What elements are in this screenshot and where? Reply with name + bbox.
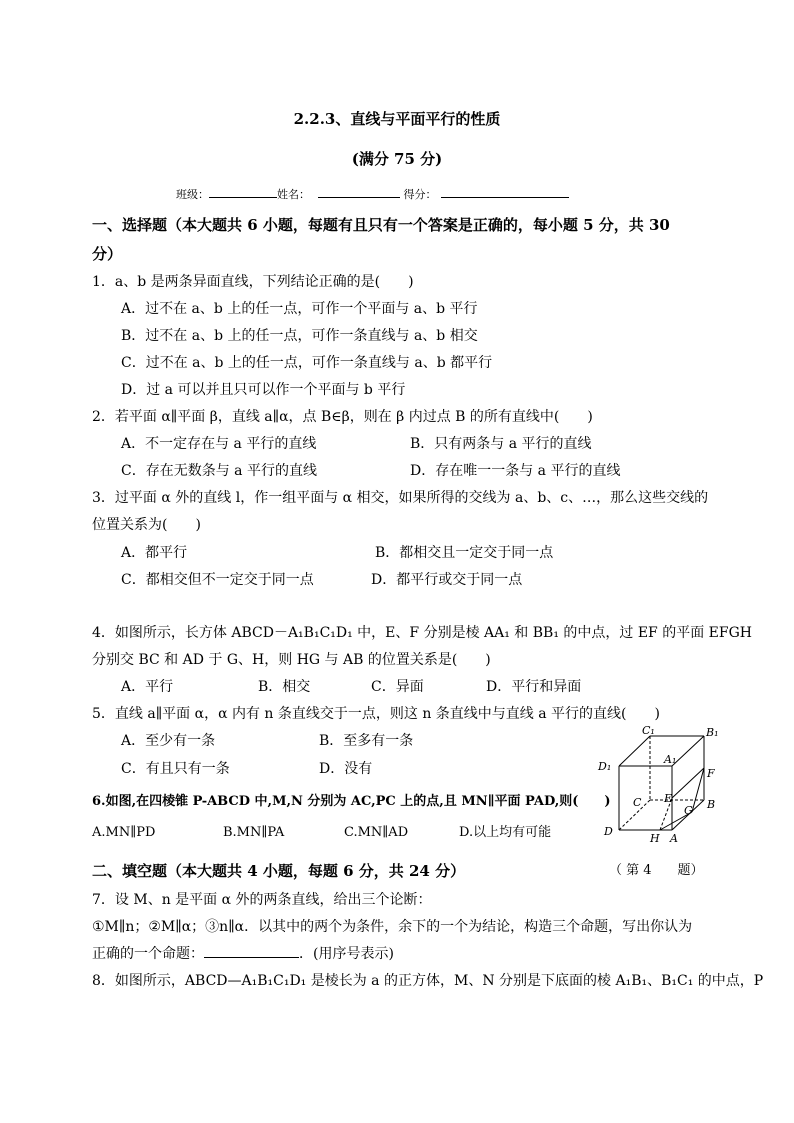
q6-option-b[interactable]: B.MN∥PA: [223, 825, 285, 840]
q1-option-b[interactable]: B．过不在 a、b 上的任一点，可作一条直线与 a、b 相交: [121, 328, 478, 344]
q7-line2: ①M∥n；②M∥α；③n∥α．以其中的两个为条件，余下的一个为结论，构造三个命题，写出你认为: [92, 919, 693, 935]
q1-stem: 1．a、b 是两条异面直线，下列结论正确的是( ): [92, 274, 414, 290]
name-field[interactable]: [318, 187, 400, 198]
q3-stem-line2: 位置关系为( ): [92, 517, 201, 533]
q2-option-d[interactable]: D．存在唯一一条与 a 平行的直线: [410, 463, 621, 479]
section1-heading-line2: 分）: [92, 245, 123, 263]
q7-line3-suffix: ．(用序号表示): [299, 946, 394, 962]
q5-option-d[interactable]: D．没有: [319, 761, 373, 777]
section1-heading-line1: 一、选择题（本大题共 6 小题，每题有且只有一个答案是正确的，每小题 5 分，共 30: [92, 216, 670, 234]
q4-option-b[interactable]: B．相交: [258, 679, 311, 695]
page-subtitle: (满分 75 分): [351, 150, 443, 168]
label-b: B: [707, 798, 716, 811]
q1-option-d[interactable]: D．过 a 可以并且只可以作一个平面与 b 平行: [121, 382, 406, 398]
label-b1: B₁: [706, 726, 719, 739]
label-d: D: [604, 825, 613, 838]
class-field[interactable]: [209, 187, 277, 198]
q6-stem: 6.如图,在四棱锥 P-ABCD 中,M,N 分别为 AC,PC 上的点,且 MN∥平面 PAD,则( ): [92, 794, 611, 809]
label-c: C: [633, 796, 642, 809]
q4-stem-line1: 4．如图所示，长方体 ABCD－A₁B₁C₁D₁ 中，E、F 分别是棱 AA₁ 和 BB₁ 的中点，过 EF 的平面 EFGH: [92, 625, 753, 641]
q8-stem: 8．如图所示，ABCD—A₁B₁C₁D₁ 是棱长为 a 的正方体，M、N 分别是下底面的棱 A₁B₁、B₁C₁ 的中点，P: [92, 973, 764, 989]
q5-option-c[interactable]: C．有且只有一条: [121, 761, 230, 777]
q2-option-c[interactable]: C．存在无数条与 a 平行的直线: [121, 463, 317, 479]
q6-option-c[interactable]: C.MN∥AD: [344, 825, 409, 840]
class-label: 班级：: [176, 188, 209, 201]
label-a1: A₁: [664, 753, 677, 766]
page-title: 2.2.3、直线与平面平行的性质: [293, 110, 501, 128]
q7-line3-prefix: 正确的一个命题：: [92, 946, 204, 962]
edge-d1-c1: [619, 736, 650, 766]
edge-e-f: [672, 768, 704, 798]
label-f: F: [707, 767, 715, 780]
label-a: A: [670, 832, 678, 845]
q2-stem: 2．若平面 α∥平面 β，直线 a∥α，点 B∈β，则在 β 内过点 B 的所有直线中( ): [92, 409, 593, 425]
q5-stem: 5．直线 a∥平面 α，α 内有 n 条直线交于一点，则这 n 条直线中与直线 a 平行的直线( ): [92, 706, 660, 722]
label-h: H: [650, 832, 660, 845]
q7-line3: [92, 945, 394, 963]
q5-option-a[interactable]: A．至少有一条: [121, 733, 216, 749]
edge-a1-b1: [672, 736, 704, 766]
q4-option-a[interactable]: A．平行: [121, 679, 174, 695]
q6-option-d[interactable]: D.以上均有可能: [459, 825, 552, 840]
q3-option-c[interactable]: C．都相交但不一定交于同一点: [121, 572, 314, 588]
name-label: 姓名：: [277, 188, 310, 201]
q3-option-a[interactable]: A．都平行: [121, 545, 188, 561]
q6-option-a[interactable]: A.MN∥PD: [92, 825, 156, 840]
score-field[interactable]: [441, 187, 569, 198]
q4-option-c[interactable]: C．异面: [371, 679, 424, 695]
q2-option-b[interactable]: B．只有两条与 a 平行的直线: [410, 436, 592, 452]
cuboid-figure: [592, 722, 732, 846]
label-c1: C₁: [642, 724, 655, 737]
section2-heading: 二、填空题（本大题共 4 小题，每题 6 分，共 24 分）: [92, 862, 466, 880]
q3-option-d[interactable]: D．都平行或交于同一点: [371, 572, 523, 588]
figure-caption: （ 第 4 题）: [609, 863, 704, 878]
q3-stem-line1: 3．过平面 α 外的直线 l，作一组平面与 α 相交，如果所得的交线为 a、b、c、…，那么这些交线的: [92, 490, 709, 506]
q4-stem-line2: 分别交 BC 和 AD 于 G、H，则 HG 与 AB 的位置关系是( ): [92, 652, 491, 668]
score-label: 得分：: [403, 188, 437, 201]
q1-option-c[interactable]: C．过不在 a、b 上的任一点，可作一条直线与 a、b 都平行: [121, 355, 493, 371]
label-d1: D₁: [598, 760, 612, 773]
q7-answer-blank[interactable]: [204, 945, 299, 958]
q2-option-a[interactable]: A．不一定存在与 a 平行的直线: [121, 436, 317, 452]
q3-option-b[interactable]: B．都相交且一定交于同一点: [375, 545, 554, 561]
q1-option-a[interactable]: A．过不在 a、b 上的任一点，可作一个平面与 a、b 平行: [121, 301, 478, 317]
q4-option-d[interactable]: D．平行和异面: [486, 679, 582, 695]
q5-option-b[interactable]: B．至多有一条: [319, 733, 414, 749]
label-e: E: [664, 792, 673, 805]
q7-stem: 7．设 M、n 是平面 α 外的两条直线，给出三个论断：: [92, 892, 432, 908]
label-g: G: [684, 804, 693, 817]
info-row: [176, 186, 569, 202]
